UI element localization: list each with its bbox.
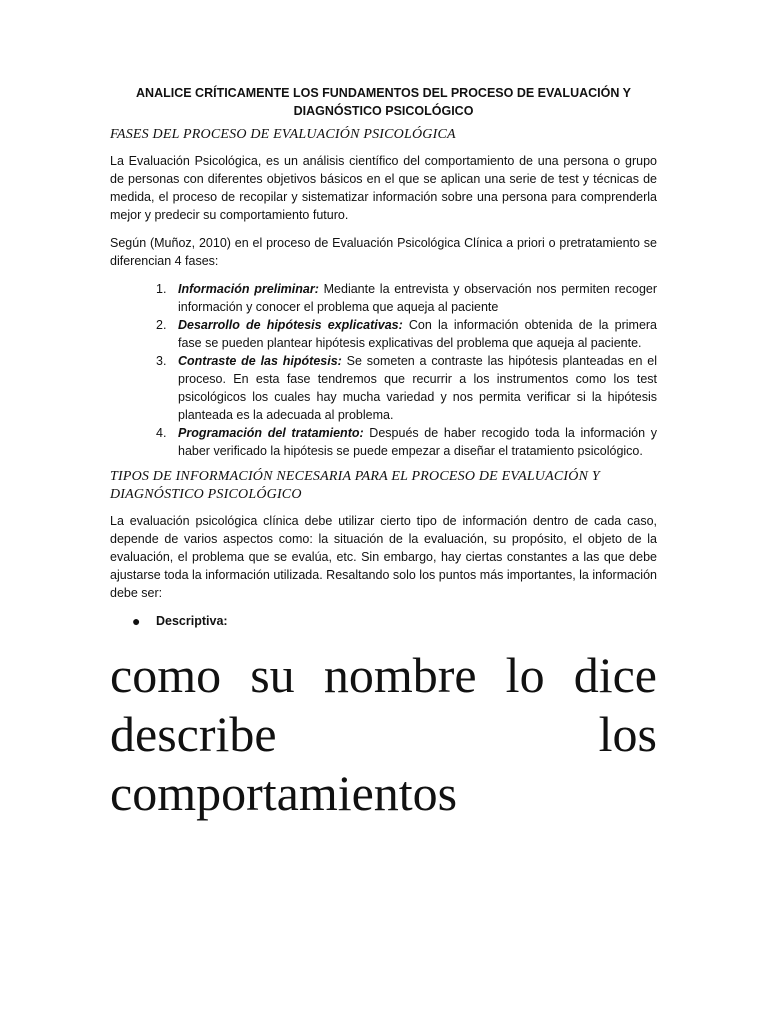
phase-description: Con la información obtenida de la primera fase se pueden plantear hipótesis explicativas del problema que aqueja al paciente.	[178, 318, 658, 350]
phase-description: Después de haber recogido toda la información y haber verificado la hipótesis se puede empezar a diseñar el tratamiento psicológico.	[178, 426, 657, 458]
phase-term: Información preliminar:	[178, 282, 319, 296]
paragraph-evaluacion-definicion: La Evaluación Psicológica, es un análisis científico del comportamiento de una persona o grupo de personas con diferentes objetivos básicos en el que se aplican una serie de test y técnicas de medida, el proceso de recopilar y sistematizar información sobre una persona para comprenderla mejor y predecir su comportamiento futuro.	[110, 154, 657, 222]
phase-number: 2.	[156, 318, 167, 332]
bullet-label: Descriptiva:	[156, 614, 228, 628]
document-page	[110, 84, 657, 823]
phases-list	[110, 280, 657, 460]
large-body-text: como su nombre lo dice describe los comportamientos	[110, 647, 657, 821]
phase-item	[110, 352, 657, 424]
phase-term: Programación del tratamiento:	[178, 426, 364, 440]
phase-term: Contraste de las hipótesis:	[178, 354, 342, 368]
phase-description: Se someten a contraste las hipótesis planteadas en el proceso. En esta fase tendremos que recurrir a los instrumentos como los test psicológicos los cuales hay mucha variedad y nos permita verificar si la hipótesis planteada es la adecuada al problema.	[178, 354, 657, 422]
bullet-item-descriptiva	[110, 612, 657, 630]
document-title: ANALICE CRÍTICAMENTE LOS FUNDAMENTOS DEL PROCESO DE EVALUACIÓN Y DIAGNÓSTICO PSICOLÓGICO	[136, 86, 631, 118]
phase-number: 1.	[156, 282, 167, 296]
phase-item	[110, 316, 657, 352]
phase-description: Mediante la entrevista y observación nos permiten recoger información y conocer el problema que aqueja al paciente	[178, 282, 658, 314]
bullet-icon: ●	[132, 613, 141, 629]
section-heading-fases: FASES DEL PROCESO DE EVALUACIÓN PSICOLÓGICA	[110, 127, 456, 142]
phase-item	[110, 424, 657, 460]
phase-number: 4.	[156, 426, 167, 440]
phase-number: 3.	[156, 354, 167, 368]
paragraph-fases-intro: Según (Muñoz, 2010) en el proceso de Evaluación Psicológica Clínica a priori o pretratamiento se diferencian 4 fases:	[110, 236, 657, 268]
section-heading-tipos-informacion: TIPOS DE INFORMACIÓN NECESARIA PARA EL PROCESO DE EVALUACIÓN Y DIAGNÓSTICO PSICOLÓGICO	[110, 469, 600, 502]
phase-term: Desarrollo de hipótesis explicativas:	[178, 318, 403, 332]
paragraph-tipos-informacion: La evaluación psicológica clínica debe utilizar cierto tipo de información dentro de cada caso, depende de varios aspectos como: la situación de la evaluación, su propósito, el objeto de la evaluación, el problema que se evalúa, etc. Sin embargo, hay ciertas constantes a las que debe ajustarse toda la información utilizada. Resaltando solo los puntos más importantes, la información debe ser:	[110, 514, 657, 600]
phase-item	[110, 280, 657, 316]
